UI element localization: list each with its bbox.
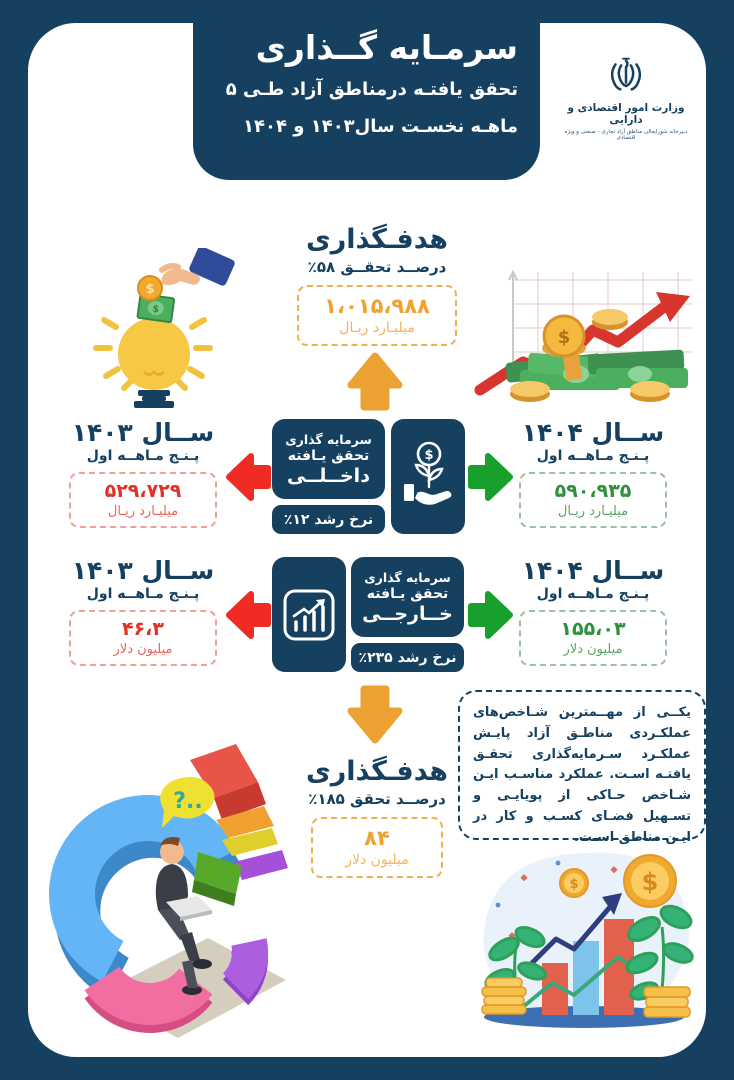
target-bottom-title: هدفـگذاری — [305, 756, 449, 787]
target-bottom-value: ۸۴ — [364, 826, 390, 850]
foreign-year-1403 — [48, 556, 238, 666]
value: ۴۶،۳ — [121, 618, 164, 640]
plants-bars-growth-illustration — [462, 845, 708, 1045]
unit: میلیون دلار — [113, 642, 173, 657]
bar-chart-growth-icon — [282, 588, 336, 642]
target-top-section — [277, 224, 477, 346]
svg-text:$: $ — [641, 868, 659, 896]
up-arrow — [345, 350, 405, 414]
year-title: ســال ۱۴۰۳ — [71, 418, 215, 447]
target-top-value-box — [297, 285, 457, 346]
bulb-shape — [118, 318, 190, 390]
target-top-percent: درصــد تحقــق ۵۸٪ — [307, 258, 447, 276]
value-box — [519, 610, 667, 666]
target-top-title: هدفـگذاری — [305, 224, 449, 255]
value-box — [519, 472, 667, 528]
svg-text:$: $ — [151, 303, 160, 316]
svg-text:$: $ — [145, 282, 155, 297]
year-period: پـنـج مـاهــه اول — [536, 586, 650, 602]
foreign-label-2: تحقق یـافته — [366, 585, 449, 602]
domestic-year-1403 — [48, 418, 238, 528]
money-growth-arrow-illustration — [468, 262, 710, 408]
unit: میلیـارد ریـال — [557, 504, 629, 519]
page-subtitle-line2: ماهـه نخسـت سال۱۴۰۳ و ۱۴۰۴ — [243, 116, 518, 138]
secretariat-name: دبیرخانه شورایعالی مناطق آزاد تجاری - صنعتی و ویژه اقتصادی — [564, 129, 688, 141]
target-bottom-percent: درصــد تحقق ۱۸۵٪ — [308, 790, 446, 808]
value: ۵۲۹،۷۲۹ — [104, 480, 182, 502]
dollar-coin-small — [560, 869, 588, 897]
value: ۵۹۰،۹۳۵ — [554, 480, 632, 502]
iran-emblem-icon — [604, 52, 648, 96]
foreign-label-1: سرمایه گذاری — [364, 569, 451, 585]
domestic-label-2: تحقق یـافته — [287, 447, 370, 464]
coin-into-bulb-illustration — [58, 248, 243, 410]
target-top-value: ۱،۰۱۵،۹۸۸ — [324, 294, 430, 318]
hand-shape — [162, 248, 236, 287]
domestic-icon-box — [391, 419, 465, 534]
year-title: ســال ۱۴۰۴ — [521, 556, 665, 585]
year-title: ســال ۱۴۰۴ — [521, 418, 665, 447]
year-period: پـنـج مـاهــه اول — [86, 448, 200, 464]
svg-text:$: $ — [424, 447, 434, 463]
note-text: یکــی از مهــمترین شـاخص‌های عملکـردی مناطـق آزاد پایـش عملکـرد سـرمایه‌گذاری تحقـق یافتـه اسـت. عملکرد مناسـب ایـن شـاخص حـاکی از پویایـی و تسـهیل فضـای کسـب و کار در ایـن مناطق اسـت. — [473, 705, 691, 845]
target-bottom-section — [277, 756, 477, 878]
unit: میلیـارد ریـال — [107, 504, 179, 519]
domestic-label-3: داخــلــی — [287, 464, 370, 487]
svg-text:$: $ — [557, 327, 571, 348]
target-bottom-value-box — [311, 817, 443, 878]
foreign-icon-box — [272, 557, 346, 672]
foreign-year-1404 — [498, 556, 688, 666]
unit: میلیون دلار — [563, 642, 623, 657]
note-box — [458, 690, 706, 845]
domestic-label-box — [272, 419, 385, 499]
domestic-year-1404 — [498, 418, 688, 528]
hand-plant-dollar-icon — [402, 440, 454, 514]
ministry-logo — [558, 52, 694, 141]
foreign-label-3: خــارجــی — [362, 602, 453, 625]
value-box — [69, 610, 217, 666]
page-title: سرمـایه گــذاری — [255, 28, 518, 67]
svg-text:?..: ?.. — [173, 789, 203, 814]
value-box — [69, 472, 217, 528]
domestic-label-1: سرمایه گذاری — [285, 431, 372, 447]
left-arrow — [224, 448, 272, 506]
isometric-pie-chart-illustration — [30, 742, 292, 1038]
domestic-growth-box: نرخ رشد ۱۲٪ — [272, 505, 385, 534]
header-block — [193, 0, 540, 180]
target-top-unit: میلیـارد ریـال — [339, 320, 415, 336]
svg-text:$: $ — [569, 877, 579, 892]
foreign-label-box — [351, 557, 464, 637]
year-period: پـنـج مـاهــه اول — [86, 586, 200, 602]
year-period: پـنـج مـاهــه اول — [536, 448, 650, 464]
value: ۱۵۵،۰۳ — [560, 618, 626, 640]
year-title: ســال ۱۴۰۳ — [71, 556, 215, 585]
ministry-name: وزارت امور اقتصادی و دارایی — [567, 102, 685, 126]
dollar-coin-large — [624, 855, 676, 907]
down-arrow — [345, 682, 405, 746]
left-arrow — [224, 586, 272, 644]
page-subtitle-line1: تحقق یافتـه درمناطق آزاد طـی ۵ — [225, 79, 518, 101]
foreign-growth-box: نرخ رشد ۲۳۵٪ — [351, 643, 464, 672]
target-bottom-unit: میلیون دلار — [345, 852, 409, 868]
